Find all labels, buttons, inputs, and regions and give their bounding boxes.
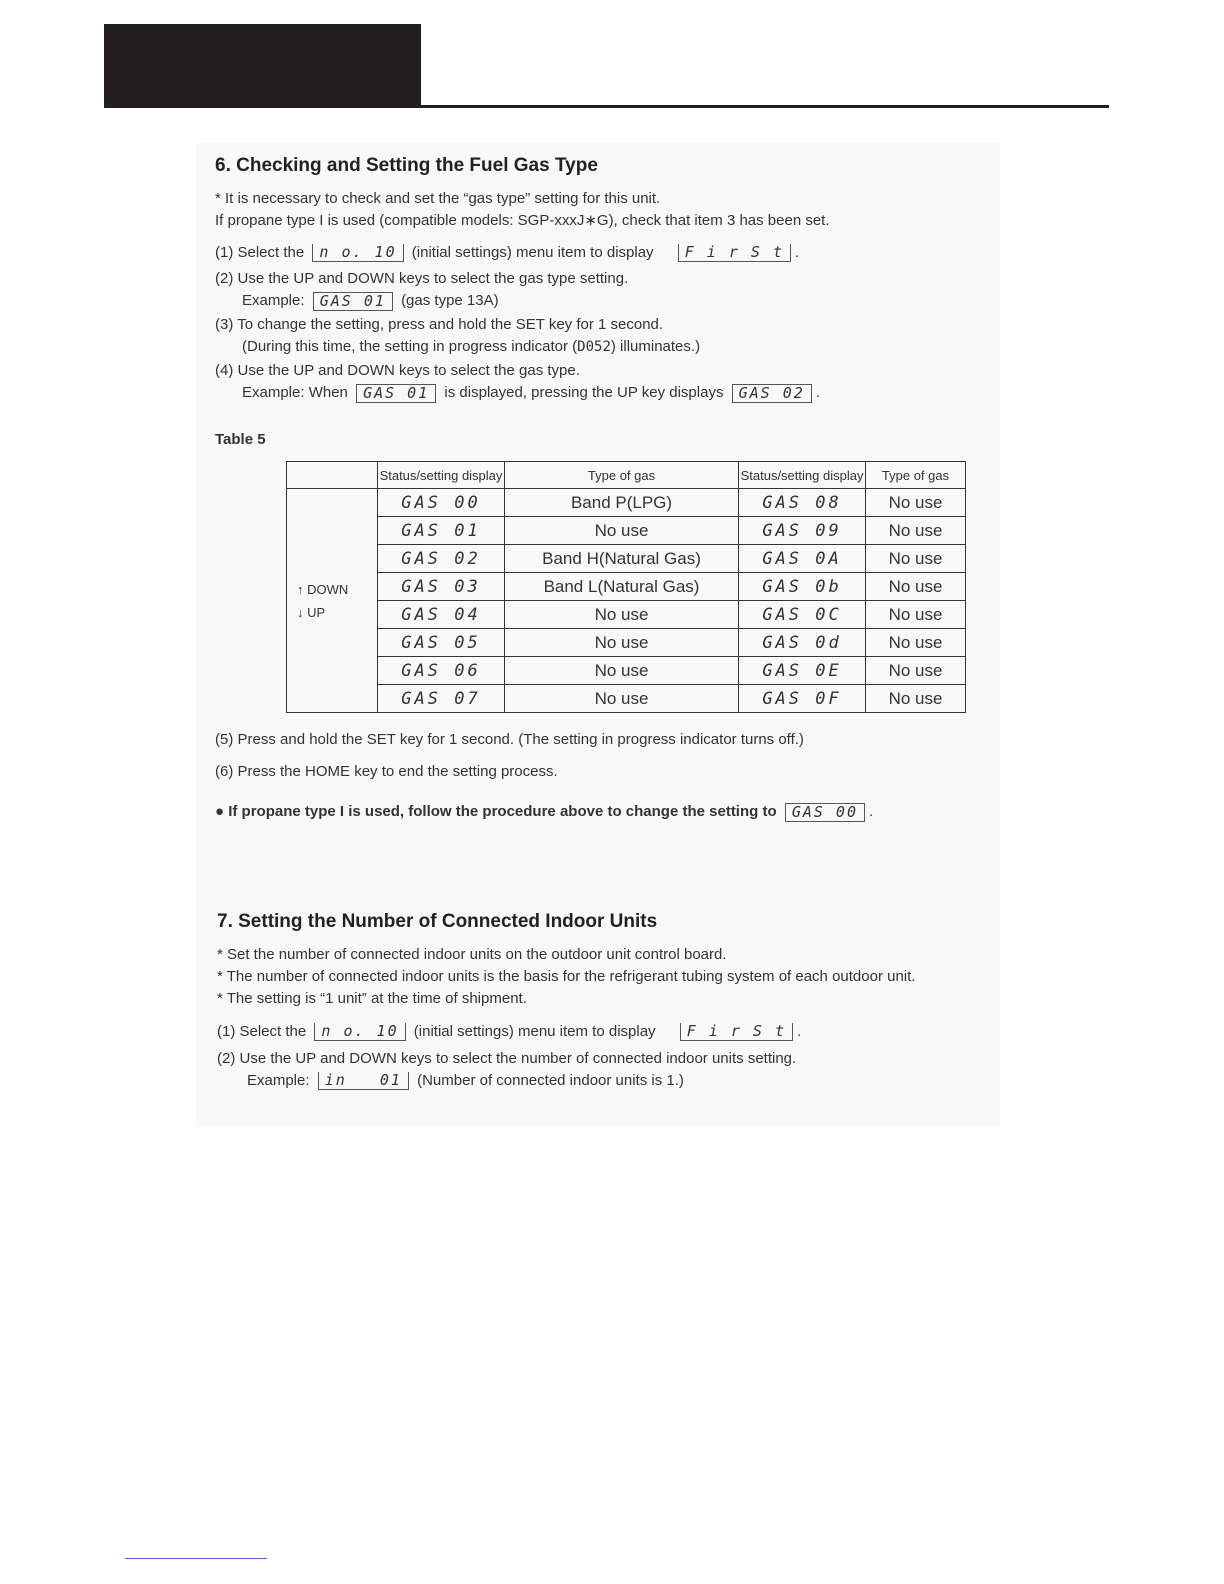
table-header: Status/setting display: [378, 462, 505, 489]
lcd-cell: GAS 02: [401, 548, 481, 569]
s7-step-1-text-2: (initial settings) menu item to display: [413, 1023, 656, 1040]
gas-type-cell: No use: [866, 545, 966, 573]
propane-note-text: ● If propane type I is used, follow the procedure above to change the setting to: [215, 803, 777, 820]
gas-type-table: [286, 461, 966, 713]
footer-link-line: [125, 1558, 267, 1559]
table-row: [287, 657, 966, 685]
step-4-example-a: Example: When: [242, 384, 348, 401]
step-2-example-label: Example:: [242, 292, 305, 309]
lcd-gas-00: GAS 00: [785, 803, 865, 822]
lcd-cell: GAS 00: [401, 492, 481, 513]
section-6-title: 6. Checking and Setting the Fuel Gas Type: [215, 155, 598, 176]
lcd-cell: GAS 01: [401, 520, 481, 541]
lcd-cell: GAS 07: [401, 688, 481, 709]
header-rule: [104, 105, 1109, 108]
table-row: [287, 573, 966, 601]
section-6: [215, 155, 1005, 177]
lcd-cell: GAS 0d: [762, 632, 842, 653]
gas-type-cell: No use: [866, 489, 966, 517]
header-block: [104, 24, 421, 108]
lcd-cell: GAS 0C: [762, 604, 842, 625]
down-label: ↑ DOWN: [297, 581, 349, 597]
table-header: Status/setting display: [739, 462, 866, 489]
lcd-first: F i r S t: [678, 244, 791, 262]
propane-note-end: .: [869, 803, 874, 820]
gas-type-cell: No use: [866, 629, 966, 657]
lcd-cell: GAS 09: [762, 520, 842, 541]
step-3: [215, 314, 1005, 358]
step-2-example-desc: (gas type 13A): [401, 292, 499, 309]
table-label: Table 5: [215, 431, 266, 448]
step-1: [215, 242, 1005, 264]
step-3-sub-b: ) illuminates.): [610, 338, 701, 355]
step-5-text: (5) Press and hold the SET key for 1 second. (The setting in progress indicator turns off.): [215, 731, 804, 748]
table-corner: [287, 462, 378, 489]
lcd-gas-02: GAS 02: [732, 384, 812, 403]
bullet-2: * The number of connected indoor units is the basis for the refrigerant tubing system of each outdoor unit.: [217, 968, 916, 985]
section-7-title: 7. Setting the Number of Connected Indoor Units: [217, 911, 658, 932]
gas-type-cell: No use: [505, 601, 739, 629]
s7-step-1-end: .: [797, 1023, 802, 1040]
step-5: [215, 729, 1005, 751]
gas-type-cell: No use: [505, 517, 739, 545]
gas-type-cell: No use: [866, 657, 966, 685]
lcd-cell: GAS 05: [401, 632, 481, 653]
gas-type-cell: No use: [866, 601, 966, 629]
lcd-in-01: in 01: [318, 1072, 409, 1090]
step-6-text: (6) Press the HOME key to end the setting process.: [215, 763, 558, 780]
table-row: [287, 517, 966, 545]
s7-step-1-text: (1) Select the: [217, 1023, 307, 1040]
table-header: Type of gas: [866, 462, 966, 489]
table-row: [287, 629, 966, 657]
gas-type-cell: No use: [505, 629, 739, 657]
gas-type-cell: Band H(Natural Gas): [505, 545, 739, 573]
bullet-3: * The setting is “1 unit” at the time of shipment.: [217, 990, 527, 1007]
gas-type-cell: No use: [866, 517, 966, 545]
s7-step-2-text: (2) Use the UP and DOWN keys to select the number of connected indoor units setting.: [217, 1050, 797, 1067]
s7-step-1: [217, 1021, 1007, 1043]
table-header-row: [287, 462, 966, 489]
step-1-text: (1) Select the: [215, 244, 305, 261]
lcd-cell: GAS 03: [401, 576, 481, 597]
gas-type-cell: No use: [866, 573, 966, 601]
step-1-end: .: [795, 244, 800, 261]
bullet-1: * Set the number of connected indoor units on the outdoor unit control board.: [217, 946, 727, 963]
s7-step-2-example-label: Example:: [247, 1072, 310, 1089]
gas-type-cell: No use: [505, 685, 739, 713]
gas-type-cell: No use: [505, 657, 739, 685]
lcd-cell: GAS 04: [401, 604, 481, 625]
section-7-bullets: [217, 944, 1007, 1010]
step-3-text: (3) To change the setting, press and hold the SET key for 1 second.: [215, 316, 664, 333]
table-row: [287, 601, 966, 629]
gas-type-cell: Band L(Natural Gas): [505, 573, 739, 601]
lcd-menu-no10-b: n o. 10: [314, 1023, 405, 1041]
table-row: [287, 545, 966, 573]
intro-line-1: * It is necessary to check and set the “gas type” setting for this unit.: [215, 190, 661, 207]
lcd-first-b: F i r S t: [680, 1023, 793, 1041]
propane-note: [215, 801, 1005, 823]
lcd-cell: GAS 06: [401, 660, 481, 681]
gas-type-cell: Band P(LPG): [505, 489, 739, 517]
gas-type-cell: No use: [866, 685, 966, 713]
table-row: [287, 685, 966, 713]
indicator-code: D052: [577, 339, 611, 355]
direction-cell: [287, 489, 378, 713]
step-4-end: .: [815, 384, 820, 401]
lcd-gas-01: GAS 01: [313, 292, 393, 311]
lcd-menu-no10: n o. 10: [312, 244, 403, 262]
s7-step-2-example-desc: (Number of connected indoor units is 1.): [417, 1072, 684, 1089]
step-4-example-b: is displayed, pressing the UP key displays: [444, 384, 724, 401]
section-6-intro: [215, 188, 1005, 232]
lcd-gas-01-b: GAS 01: [356, 384, 436, 403]
table-header: Type of gas: [505, 462, 739, 489]
intro-line-2: If propane type I is used (compatible models: SGP-xxxJ∗G), check that item 3 has been set.: [215, 212, 830, 229]
section-7: [217, 911, 1007, 933]
table-row: [287, 489, 966, 517]
table-label-wrap: [215, 429, 1005, 451]
s7-step-2: [217, 1048, 1007, 1092]
step-1-text-2: (initial settings) menu item to display: [411, 244, 654, 261]
step-2: [215, 268, 1005, 312]
lcd-cell: GAS 0A: [762, 548, 842, 569]
step-4: [215, 360, 1005, 404]
lcd-cell: GAS 08: [762, 492, 842, 513]
up-label: ↓ UP: [297, 604, 326, 620]
step-2-text: (2) Use the UP and DOWN keys to select the gas type setting.: [215, 270, 629, 287]
lcd-cell: GAS 0E: [762, 660, 842, 681]
step-4-text: (4) Use the UP and DOWN keys to select the gas type.: [215, 362, 580, 379]
step-3-sub-a: (During this time, the setting in progress indicator (: [242, 338, 578, 355]
lcd-cell: GAS 0F: [762, 688, 842, 709]
step-6: [215, 761, 1005, 783]
lcd-cell: GAS 0b: [762, 576, 842, 597]
